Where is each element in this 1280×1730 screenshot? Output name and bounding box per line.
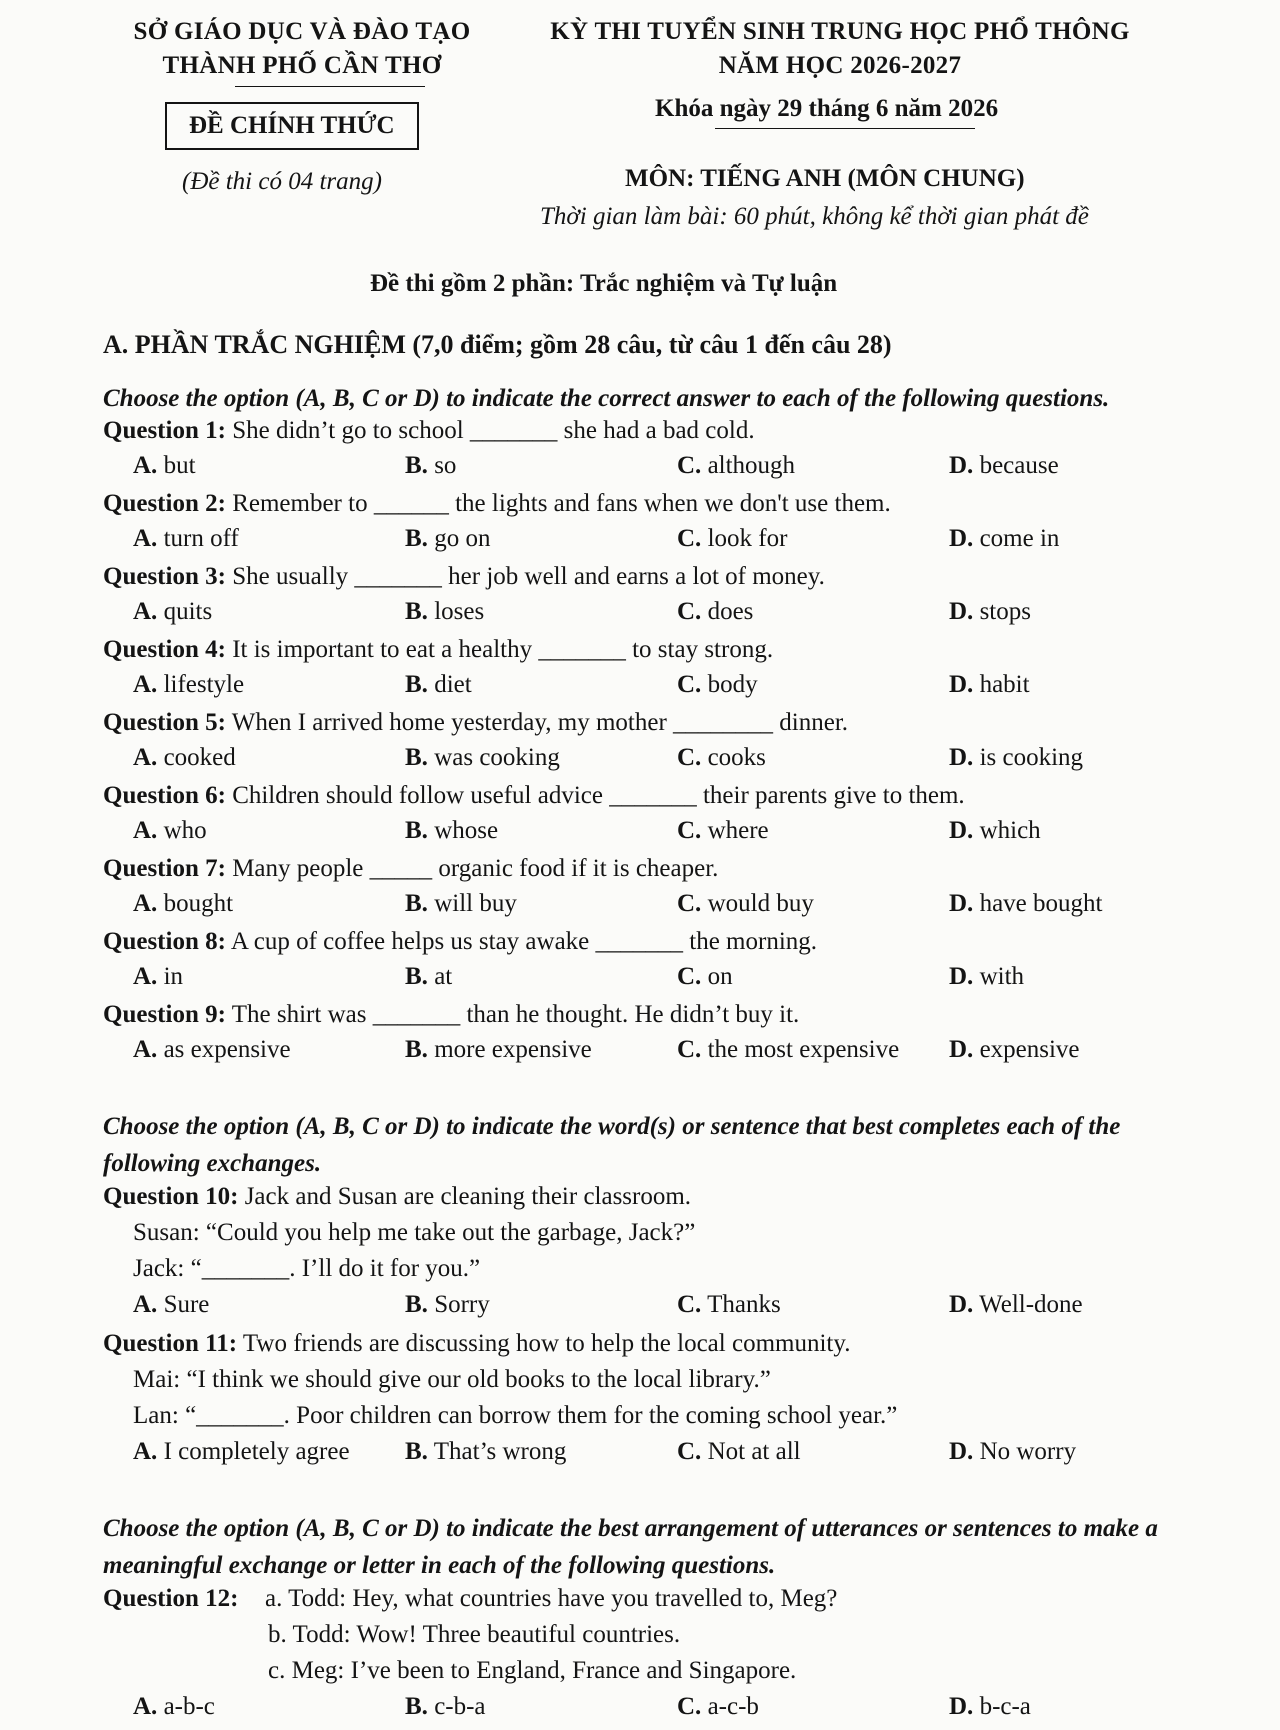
question-1-options: [0, 452, 1280, 486]
option-a[interactable]: [133, 598, 212, 626]
dialogue-text: . Poor children can borrow them for the coming school year.”: [283, 1402, 898, 1429]
question-7: [103, 855, 718, 883]
question-text-before: Many people: [232, 855, 364, 882]
option-letter: A.: [133, 963, 158, 990]
option-b[interactable]: [405, 744, 560, 772]
q10-options: [0, 1291, 1280, 1325]
option-text: whose: [434, 817, 499, 844]
option-text: will buy: [434, 890, 517, 917]
option-text: because: [979, 452, 1059, 479]
question-3: [103, 563, 825, 591]
option-text: in: [163, 963, 184, 990]
question-text-before: It is important to eat a healthy: [232, 636, 533, 663]
question-number: Question 1:: [103, 417, 226, 444]
question-text-after: she had a bad cold.: [563, 417, 755, 444]
option-text: so: [434, 452, 457, 479]
question-11: [103, 1330, 850, 1358]
question-8: [103, 928, 817, 956]
option-c[interactable]: [677, 890, 814, 918]
option-text: at: [434, 963, 453, 990]
option-letter: D.: [949, 817, 974, 844]
question-number: Question 12:: [103, 1585, 239, 1612]
option-text: although: [707, 452, 796, 479]
answer-blank: _______: [372, 1001, 461, 1028]
option-letter: D.: [949, 671, 974, 698]
question-text-after: their parents give to them.: [702, 782, 965, 809]
option-letter: C.: [677, 744, 702, 771]
question-2: [103, 490, 891, 518]
option-d[interactable]: D. b-c-a: [949, 1693, 1031, 1720]
q12-options: [0, 1693, 1280, 1727]
option-b[interactable]: B. c-b-a: [405, 1693, 486, 1720]
option-text: with: [979, 963, 1025, 990]
q12-utterance-a: a. Todd: Hey, what countries have you travelled to, Meg?: [265, 1585, 838, 1612]
option-b[interactable]: B. Sorry: [405, 1291, 490, 1318]
option-text: who: [163, 817, 207, 844]
official-exam-label: ĐỀ CHÍNH THỨC: [165, 102, 419, 150]
option-letter: A.: [133, 452, 158, 479]
option-a[interactable]: A. a-b-c: [133, 1693, 215, 1720]
question-number: Question 8:: [103, 928, 226, 955]
question-4: [103, 636, 773, 664]
option-a[interactable]: [133, 525, 239, 553]
exam-title: KỲ THI TUYỂN SINH TRUNG HỌC PHỔ THÔNG: [550, 18, 1130, 45]
question-text-after: to stay strong.: [632, 636, 774, 663]
question-text: Jack and Susan are cleaning their classroom.: [244, 1183, 692, 1210]
option-b[interactable]: [405, 598, 484, 626]
question-9: [103, 1001, 799, 1029]
question-text-after: the morning.: [689, 928, 818, 955]
option-b[interactable]: [405, 671, 472, 699]
option-b[interactable]: [405, 963, 452, 991]
dialogue-speaker: Lan: “: [133, 1402, 197, 1429]
school-year: NĂM HỌC 2026-2027: [718, 52, 962, 79]
option-text: bought: [163, 890, 234, 917]
option-text: where: [707, 817, 769, 844]
answer-blank: _______: [595, 928, 684, 955]
exam-date: Khóa ngày 29 tháng 6 năm 2026: [655, 95, 999, 122]
option-c[interactable]: [677, 1036, 899, 1064]
option-c[interactable]: [677, 671, 758, 699]
option-letter: D.: [949, 963, 974, 990]
option-letter: B.: [405, 452, 428, 479]
option-d[interactable]: [949, 890, 1102, 918]
question-2-options: [0, 525, 1280, 559]
question-number: Question 4:: [103, 636, 226, 663]
option-letter: A.: [133, 744, 158, 771]
question-text-after: the lights and fans when we don't use them.: [455, 490, 891, 517]
option-c[interactable]: C. a-c-b: [677, 1693, 759, 1720]
question-text-after: dinner.: [779, 709, 849, 736]
option-letter: D.: [949, 1036, 974, 1063]
dialogue-speaker: Jack: “: [133, 1255, 202, 1282]
option-a[interactable]: [133, 671, 244, 699]
answer-blank: _______: [538, 636, 626, 663]
question-text-before: Remember to: [232, 490, 368, 517]
question-text-after: organic food if it is cheaper.: [438, 855, 719, 882]
option-d[interactable]: [949, 452, 1059, 480]
option-b[interactable]: B. That’s wrong: [405, 1438, 567, 1465]
option-letter: A.: [133, 1036, 158, 1063]
option-c[interactable]: [677, 817, 769, 845]
answer-blank: _______: [196, 1402, 284, 1429]
city-underline: [235, 86, 425, 87]
section-a-title: A. PHẦN TRẮC NGHIỆM (7,0 điểm; gồm 28 câu, từ câu 1 đến câu 28): [103, 330, 892, 359]
q10-susan-line: Susan: “Could you help me take out the garbage, Jack?”: [133, 1219, 696, 1246]
option-letter: C.: [677, 963, 702, 990]
question-10: [103, 1183, 691, 1211]
option-d[interactable]: [949, 1036, 1080, 1064]
question-8-options: [0, 963, 1280, 997]
option-text: expensive: [979, 1036, 1080, 1063]
option-letter: D.: [949, 890, 974, 917]
question-text: Two friends are discussing how to help the local community.: [242, 1330, 851, 1357]
question-text-before: The shirt was: [231, 1001, 367, 1028]
option-d[interactable]: D. Well-done: [949, 1291, 1083, 1318]
option-text: does: [707, 598, 754, 625]
option-letter: B.: [405, 890, 428, 917]
question-text-after: her job well and earns a lot of money.: [448, 563, 825, 590]
option-b[interactable]: [405, 1036, 592, 1064]
option-text: turn off: [163, 525, 239, 552]
question-text-after: than he thought. He didn’t buy it.: [466, 1001, 800, 1028]
date-underline: [715, 128, 975, 129]
option-c[interactable]: C. Not at all: [677, 1438, 801, 1465]
time-limit: Thời gian làm bài: 60 phút, không kể thời gian phát đề: [540, 203, 1089, 230]
answer-blank: _______: [201, 1255, 290, 1282]
option-text: the most expensive: [707, 1036, 900, 1063]
option-c[interactable]: C. Thanks: [677, 1291, 781, 1318]
option-letter: C.: [677, 598, 702, 625]
department-name: SỞ GIÁO DỤC VÀ ĐÀO TẠO: [133, 18, 471, 45]
question-text-before: A cup of coffee helps us stay awake: [230, 928, 590, 955]
q11-mai-line: Mai: “I think we should give our old books to the local library.”: [133, 1366, 771, 1393]
answer-blank: _______: [609, 782, 697, 809]
page-count-note: (Đề thi có 04 trang): [182, 168, 382, 195]
option-letter: A.: [133, 817, 158, 844]
instruction-2: Choose the option (A, B, C or D) to indicate the word(s) or sentence that best completes each of the following exchanges.: [103, 1113, 1121, 1177]
question-text-before: Children should follow useful advice: [232, 782, 603, 809]
option-a[interactable]: [133, 452, 196, 480]
answer-blank: ______: [373, 490, 449, 517]
option-text: would buy: [707, 890, 814, 917]
question-text-before: When I arrived home yesterday, my mother: [231, 709, 667, 736]
option-letter: C.: [677, 817, 702, 844]
q12-utterance-b: b. Todd: Wow! Three beautiful countries.: [268, 1621, 681, 1648]
option-letter: C.: [677, 890, 702, 917]
option-letter: B.: [405, 671, 428, 698]
option-letter: B.: [405, 963, 428, 990]
question-9-options: [0, 1036, 1280, 1070]
question-1: [103, 417, 755, 445]
option-d[interactable]: [949, 744, 1083, 772]
option-d[interactable]: [949, 598, 1031, 626]
option-d[interactable]: [949, 525, 1059, 553]
option-a[interactable]: [133, 744, 236, 772]
question-number: Question 9:: [103, 1001, 226, 1028]
option-letter: D.: [949, 452, 974, 479]
option-a[interactable]: [133, 890, 233, 918]
q11-options: [0, 1438, 1280, 1472]
option-letter: A.: [133, 890, 158, 917]
option-text: loses: [434, 598, 485, 625]
option-text: but: [163, 452, 196, 479]
question-number: Question 5:: [103, 709, 226, 736]
city-name: THÀNH PHỐ CẦN THƠ: [162, 52, 442, 79]
question-number: Question 11:: [103, 1330, 238, 1357]
question-number: Question 2:: [103, 490, 226, 517]
option-letter: C.: [677, 671, 702, 698]
option-c[interactable]: [677, 598, 753, 626]
option-a[interactable]: [133, 817, 207, 845]
option-b[interactable]: [405, 890, 517, 918]
dialogue-text: . I’ll do it for you.”: [289, 1255, 481, 1282]
option-d[interactable]: [949, 963, 1024, 991]
option-letter: D.: [949, 525, 974, 552]
option-letter: C.: [677, 1036, 702, 1063]
option-letter: A.: [133, 598, 158, 625]
option-b[interactable]: [405, 817, 498, 845]
question-5-options: [0, 744, 1280, 778]
question-7-options: [0, 890, 1280, 924]
option-text: stops: [979, 598, 1031, 625]
answer-blank: _______: [469, 417, 558, 444]
option-letter: B.: [405, 744, 428, 771]
option-letter: B.: [405, 1036, 428, 1063]
option-c[interactable]: [677, 452, 795, 480]
option-text: was cooking: [434, 744, 560, 771]
q11-lan-line: [133, 1402, 897, 1430]
option-a[interactable]: A. I completely agree: [133, 1438, 350, 1465]
option-text: look for: [707, 525, 788, 552]
question-text-before: She didn’t go to school: [232, 417, 464, 444]
question-6-options: [0, 817, 1280, 851]
question-6: [103, 782, 965, 810]
option-a[interactable]: A. Sure: [133, 1291, 210, 1318]
option-a[interactable]: [133, 1036, 291, 1064]
option-text: have bought: [979, 890, 1103, 917]
option-text: body: [707, 671, 758, 698]
instruction-1: Choose the option (A, B, C or D) to indicate the correct answer to each of the following questions.: [103, 385, 1110, 412]
option-text: come in: [979, 525, 1060, 552]
option-d[interactable]: [949, 671, 1030, 699]
option-text: as expensive: [163, 1036, 291, 1063]
option-text: lifestyle: [163, 671, 245, 698]
option-letter: A.: [133, 525, 158, 552]
option-a[interactable]: [133, 963, 183, 991]
q10-jack-line: [133, 1255, 480, 1283]
option-text: is cooking: [979, 744, 1084, 771]
option-text: more expensive: [434, 1036, 592, 1063]
question-number: Question 7:: [103, 855, 226, 882]
option-b[interactable]: [405, 452, 456, 480]
instruction-3: Choose the option (A, B, C or D) to indicate the best arrangement of utterances or sentences to make a meaningful exchange or letter in each of the following questions.: [103, 1515, 1158, 1579]
option-letter: B.: [405, 817, 428, 844]
option-letter: A.: [133, 671, 158, 698]
option-text: on: [707, 963, 733, 990]
option-c[interactable]: [677, 744, 766, 772]
option-letter: B.: [405, 525, 428, 552]
option-letter: B.: [405, 598, 428, 625]
subject-title: MÔN: TIẾNG ANH (MÔN CHUNG): [625, 165, 1025, 192]
option-c[interactable]: [677, 963, 733, 991]
question-number: Question 10:: [103, 1183, 239, 1210]
question-3-options: [0, 598, 1280, 632]
option-text: diet: [434, 671, 472, 698]
q12-utterance-c: c. Meg: I’ve been to England, France and Singapore.: [268, 1657, 797, 1684]
option-letter: D.: [949, 598, 974, 625]
option-letter: C.: [677, 452, 702, 479]
exam-structure: Đề thi gồm 2 phần: Trắc nghiệm và Tự luận: [370, 270, 838, 297]
option-text: quits: [163, 598, 213, 625]
option-d[interactable]: D. No worry: [949, 1438, 1077, 1465]
option-text: go on: [434, 525, 491, 552]
answer-blank: _______: [354, 563, 442, 590]
option-c[interactable]: [677, 525, 787, 553]
option-letter: C.: [677, 525, 702, 552]
question-4-options: [0, 671, 1280, 705]
answer-blank: ________: [673, 709, 774, 736]
option-text: cooks: [707, 744, 766, 771]
option-d[interactable]: [949, 817, 1041, 845]
question-text-before: She usually: [232, 563, 349, 590]
question-number: Question 6:: [103, 782, 226, 809]
question-5: [103, 709, 848, 737]
question-number: Question 3:: [103, 563, 226, 590]
option-b[interactable]: [405, 525, 490, 553]
option-letter: D.: [949, 744, 974, 771]
question-12: [103, 1585, 238, 1613]
option-text: habit: [979, 671, 1030, 698]
answer-blank: _____: [369, 855, 433, 882]
option-text: cooked: [163, 744, 236, 771]
option-text: which: [979, 817, 1041, 844]
